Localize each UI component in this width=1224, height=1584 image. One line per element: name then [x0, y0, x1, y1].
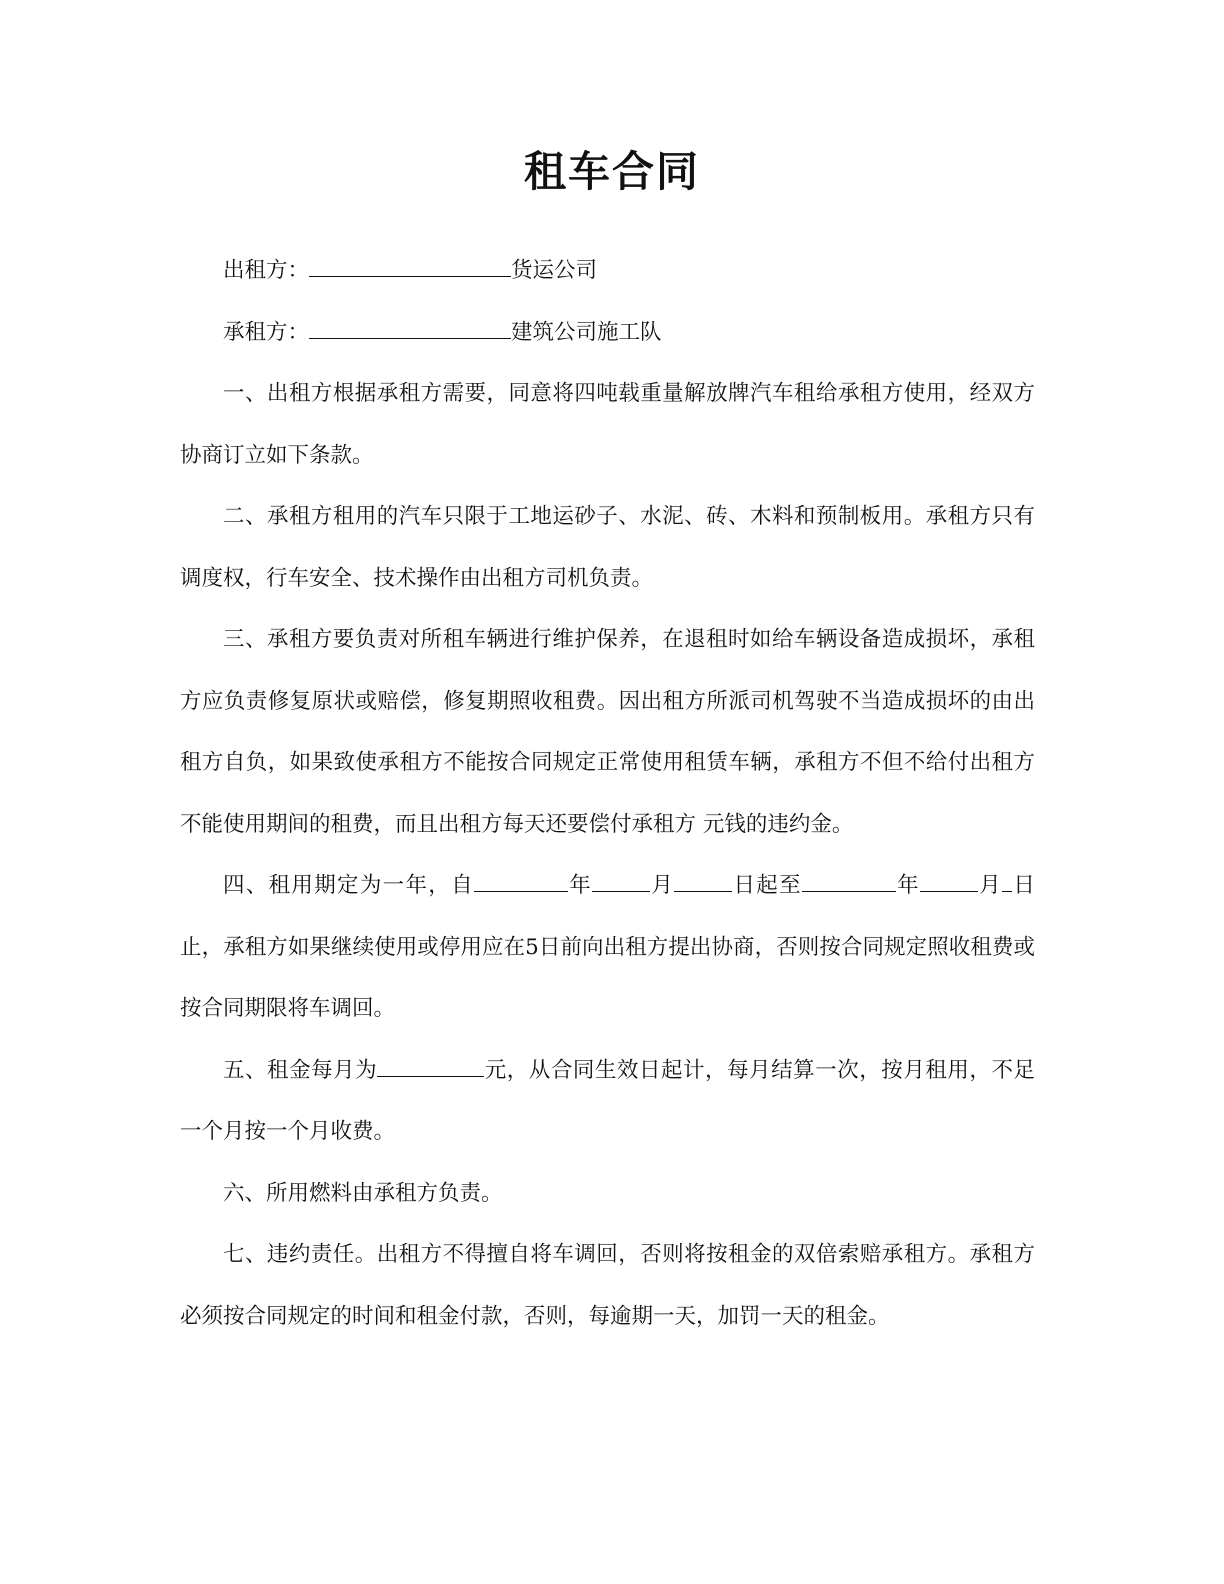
start-month-blank [592, 868, 650, 892]
start-day-blank [674, 868, 732, 892]
lessee-label: 承租方： [223, 319, 310, 345]
clause-6: 六、所用燃料由承租方负责。 [223, 1180, 503, 1206]
clause-2: 二、承租方租用的汽车只限于工地运砂子、水泥、砖、木料和预制板用。承租方只有调度权，行车安全、技术操作由出租方司机负责。 [180, 504, 1035, 591]
lessor-line [180, 240, 1035, 302]
document-body [180, 240, 1035, 1347]
lessor-suffix: 货运公司 [511, 258, 598, 283]
monthly-rent-blank [377, 1053, 484, 1077]
end-year-blank [802, 868, 896, 892]
lessee-name-blank [309, 315, 511, 339]
clause-4-day-1: 日起至 [732, 873, 802, 898]
lessor-name-blank [309, 253, 511, 277]
document-title: 租车合同 [523, 147, 700, 196]
clause-4-year-1: 年 [567, 873, 593, 898]
clause-5-prefix: 五、租金每月为 [223, 1057, 378, 1083]
clause-4-rest: 日止，承租方如果继续使用或停用应在5日前向出租方提出协商，否则按合同规定照收租费或按合同期限将车调回。 [180, 873, 1035, 1021]
clause-4-month-2: 月 [978, 873, 1003, 898]
clause-7: 七、违约责任。出租方不得擅自将车调回，否则将按租金的双倍索赔承租方。承租方必须按合同规定的时间和租金付款，否则，每逾期一天，加罚一天的租金。 [180, 1242, 1035, 1329]
end-month-blank [920, 868, 978, 892]
lessor-label: 出租方： [223, 258, 310, 283]
clause-5-rest: 元，从合同生效日起计，每月结算一次，按月租用，不足一个月按一个月收费。 [180, 1057, 1035, 1144]
lessee-line [180, 302, 1035, 364]
clause-4-month-1: 月 [650, 873, 675, 898]
end-day-blank [1002, 868, 1012, 892]
clause-5 [180, 1040, 1035, 1163]
clause-4-prefix: 四、租用期定为一年，自 [223, 873, 474, 898]
lessee-suffix: 建筑公司施工队 [511, 319, 662, 345]
clause-1: 一、出租方根据承租方需要，同意将四吨载重量解放牌汽车租给承租方使用，经双方协商订立如下条款。 [180, 381, 1035, 468]
clause-4 [180, 855, 1035, 1040]
clause-4-year-2: 年 [895, 873, 920, 898]
clause-3: 三、承租方要负责对所租车辆进行维护保养，在退租时如给车辆设备造成损坏，承租方应负责修复原状或赔偿，修复期照收租费。因出租方所派司机驾驶不当造成损坏的由出租方自负，如果致使承租方不能按合同规定正常使用租赁车辆，承租方不但不给付出租方不能使用期间的租费，而且出租方每天还要偿付承租方 元钱的违约金。 [180, 627, 1035, 837]
start-year-blank [474, 868, 568, 892]
